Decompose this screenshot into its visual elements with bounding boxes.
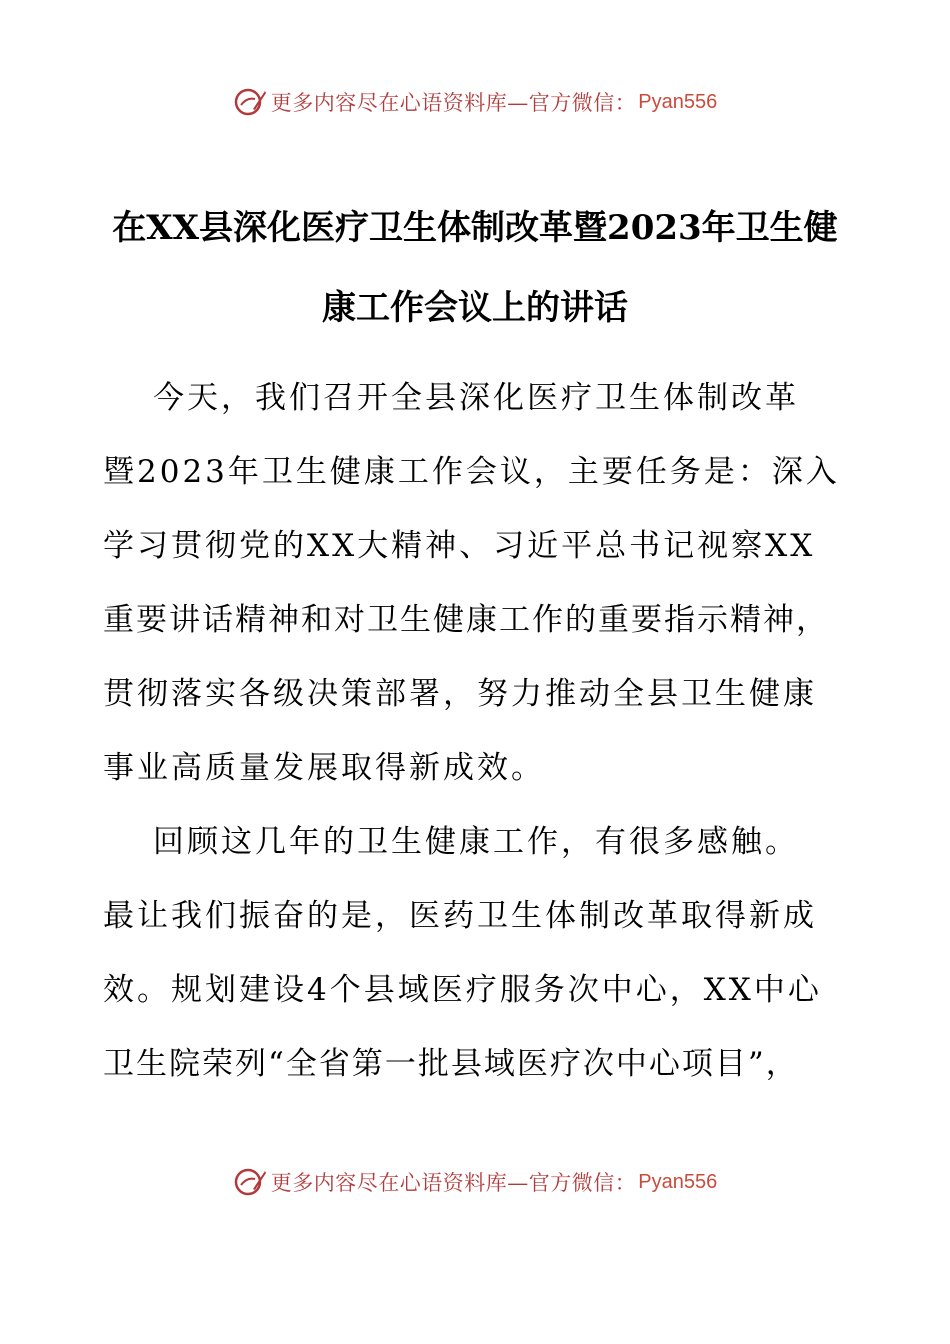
watermark-text: 更多内容尽在心语资料库—官方微信：	[270, 91, 637, 115]
body-line: 重要讲话精神和对卫生健康工作的重要指示精神，	[103, 602, 829, 638]
document-title-line-1: 在XX县深化医疗卫生体制改革暨2023年卫生健	[112, 208, 838, 248]
pen-logo-icon	[233, 85, 267, 119]
body-line: 效。规划建设4个县域医疗服务次中心，XX中心	[103, 972, 822, 1008]
watermark-banner-top	[0, 82, 950, 122]
watermark-text: 更多内容尽在心语资料库—官方微信：	[270, 1171, 637, 1195]
watermark-wechat-id: Pyan556	[638, 90, 718, 113]
body-line: 学习贯彻党的XX大精神、习近平总书记视察XX	[103, 528, 816, 564]
body-line: 贯彻落实各级决策部署，努力推动全县卫生健康	[103, 676, 817, 712]
body-line: 回顾这几年的卫生健康工作，有很多感触。	[153, 824, 799, 860]
watermark-banner-bottom	[0, 1162, 950, 1202]
watermark-wechat-id: Pyan556	[638, 1170, 718, 1193]
body-line: 暨2023年卫生健康工作会议，主要任务是：深入	[103, 454, 840, 490]
pen-logo-icon	[233, 1165, 267, 1199]
document-title-line-2: 康工作会议上的讲话	[322, 288, 628, 328]
body-line: 卫生院荣列“全省第一批县域医疗次中心项目”，	[103, 1046, 799, 1082]
body-line: 事业高质量发展取得新成效。	[103, 750, 545, 786]
body-line: 今天，我们召开全县深化医疗卫生体制改革	[153, 380, 799, 416]
body-line: 最让我们振奋的是，医药卫生体制改革取得新成	[103, 898, 817, 934]
